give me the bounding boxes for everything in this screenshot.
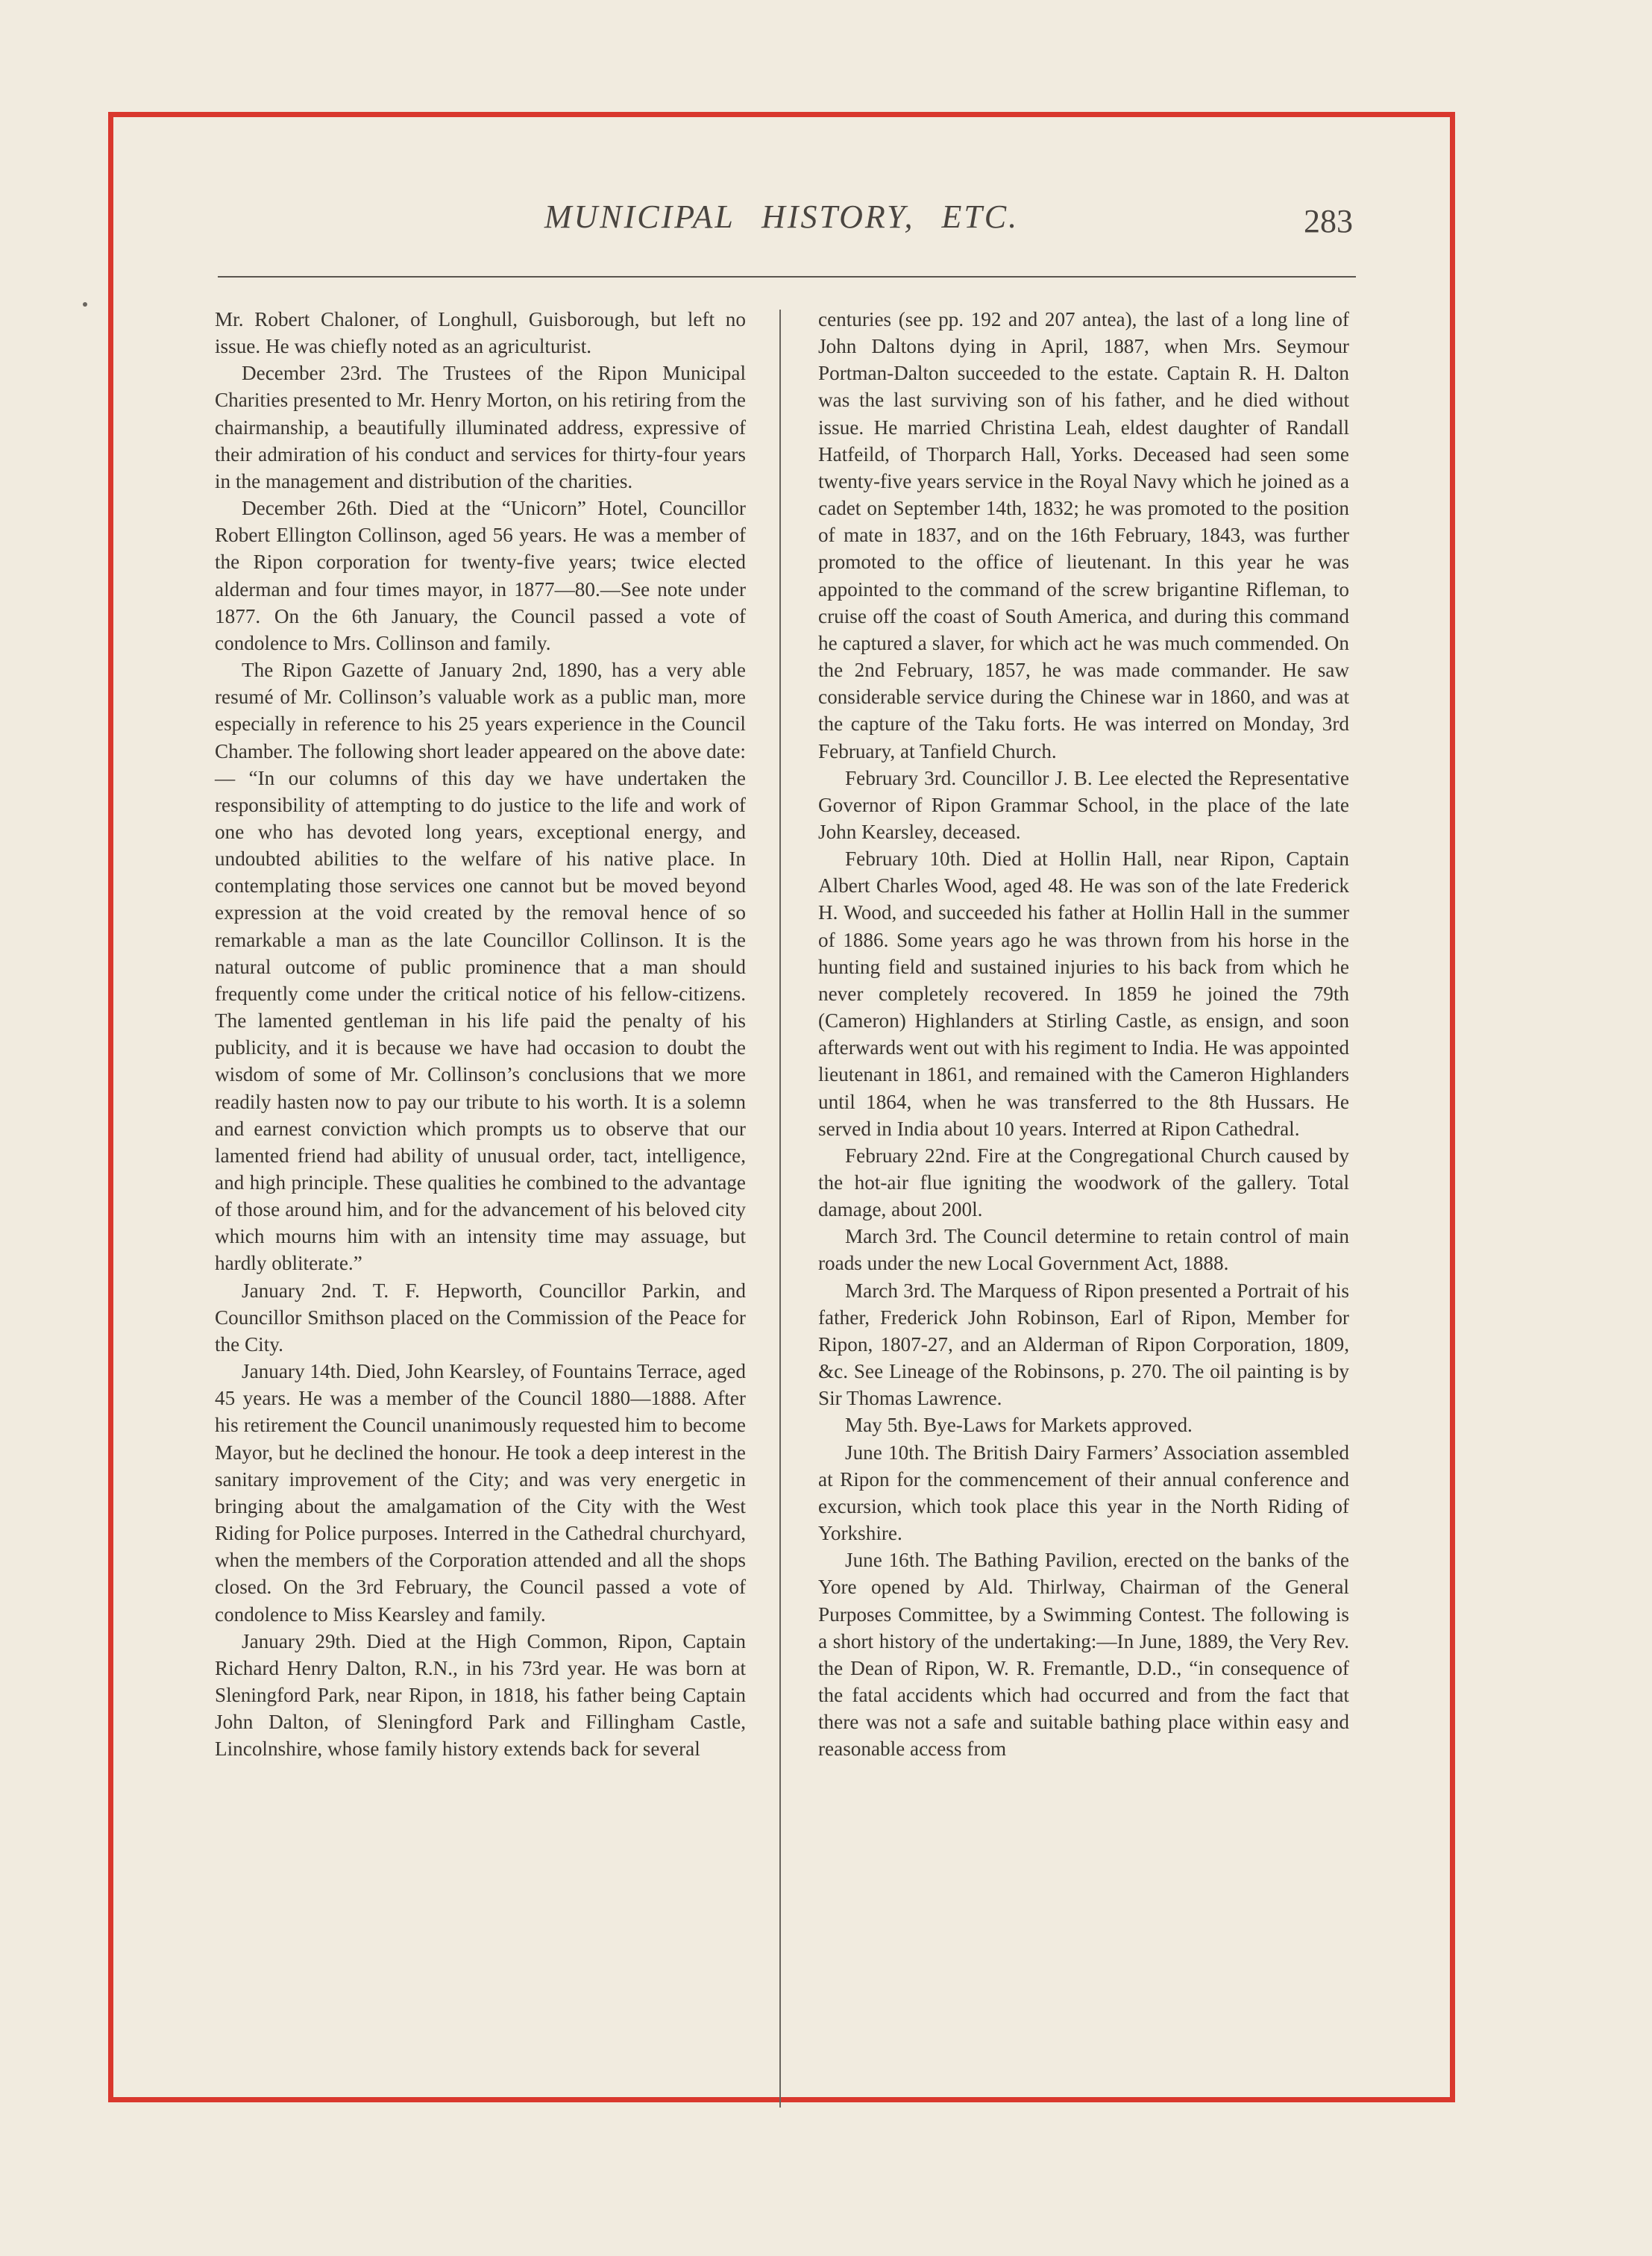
paragraph: January 29th. Died at the High Common, Ripon, Captain Richard Henry Dalton, R.N., in his 73rd year. He was born at Sleningford Park, near Ripon, in 1818, his father being Captain John Dalton, of Sleningford Park and Fillingham Castle, Lincolnshire, whose family history extends back for several	[215, 1629, 746, 1761]
left-column	[215, 306, 746, 1762]
paragraph: February 22nd. Fire at the Congregational Church caused by the hot-air flue igniting the woodwork of the gallery. Total damage, about 200l.	[818, 1144, 1349, 1221]
page-number: 283	[1304, 203, 1353, 239]
right-column	[818, 306, 1349, 1762]
paragraph: March 3rd. The Council determine to retain control of main roads under the new Local Government Act, 1888.	[818, 1225, 1349, 1275]
header-rule	[218, 276, 1356, 278]
paragraph: June 16th. The Bathing Pavilion, erected on the banks of the Yore opened by Ald. Thirlway, Chairman of the General Purposes Committee, by a Swimming Contest. The following is a short history of the undertaking:—In June, 1889, the Very Rev. the Dean of Ripon, W. R. Fremantle, D.D., “in consequence of the fatal accidents which had occurred and from the fact that there was not a safe and suitable bathing place within easy and reasonable access from	[818, 1549, 1349, 1761]
paragraph: The Ripon Gazette of January 2nd, 1890, has a very able resumé of Mr. Collinson’s valuable work as a public man, more especially in reference to his 25 years experience in the Council Chamber. The following short leader appeared on the above date:— “In our columns of this day we have undertaken the responsibility of attempting to do justice to the life and work of one who has devoted long years, exceptional energy, and undoubted abilities to the welfare of his native place. In contemplating those services one cannot but be moved beyond expression at the void created by the removal hence of so remarkable a man as the late Councillor Collinson. It is the natural outcome of public prominence that a man should frequently come under the critical notice of his fellow-citizens. The lamented gentleman in his life paid the penalty of his publicity, and it is because we have had occasion to doubt the wisdom of some of Mr. Collinson’s conclusions that we more readily hasten now to pay our tribute to his worth. It is a solemn and earnest conviction which prompts us to observe that our lamented friend had ability of unusual order, tact, intelligence, and high principle. These qualities he combined to the advantage of those around him, and for the advancement of his beloved city which mourns him with an intensity time may assuage, but hardly obliterate.”	[215, 659, 746, 1275]
paragraph: centuries (see pp. 192 and 207 antea), the last of a long line of John Daltons dying in April, 1887, when Mrs. Seymour Portman-Dalton succeeded to the estate. Captain R. H. Dalton was the last surviving son of his father, and he died without issue. He married Christina Leah, eldest daughter of Randall Hatfeild, of Thorparch Hall, Yorks. Deceased had seen some twenty-five years service in the Royal Navy which he joined as a cadet on September 14th, 1832; he was promoted to the position of mate in 1837, and on the 16th February, 1843, was further promoted to the office of lieutenant. In this year he was appointed to the command of the screw brigantine Rifleman, to cruise off the coast of South America, and during this command he captured a slaver, for which act he was much commended. On the 2nd February, 1857, he was made commander. He saw considerable service during the Chinese war in 1860, and was at the capture of the Taku forts. He was interred on Monday, 3rd February, at Tanfield Church.	[818, 308, 1349, 762]
paragraph: Mr. Robert Chaloner, of Longhull, Guisborough, but left no issue. He was chiefly noted as an agriculturist.	[215, 308, 746, 358]
running-head: MUNICIPAL HISTORY, ETC.	[544, 198, 1020, 235]
paragraph: February 10th. Died at Hollin Hall, near Ripon, Captain Albert Charles Wood, aged 48. He was son of the late Frederick H. Wood, and succeeded his father at Hollin Hall in the summer of 1886. Some years ago he was thrown from his horse in the hunting field and sustained injuries to his back from which he never completely recovered. In 1859 he joined the 79th (Cameron) Highlanders at Stirling Castle, as ensign, and soon afterwards went out with his regiment to India. He was appointed lieutenant in 1861, and remained with the Cameron Highlanders until 1864, when he was transferred to the 8th Hussars. He served in India about 10 years. Interred at Ripon Cathedral.	[818, 847, 1349, 1140]
column-divider	[779, 310, 781, 2108]
paragraph: January 14th. Died, John Kearsley, of Fountains Terrace, aged 45 years. He was a member of the Council 1880—1888. After his retirement the Council unanimously requested him to become Mayor, but he declined the honour. He took a deep interest in the sanitary improvement of the City; and was very energetic in bringing about the amalgamation of the City with the West Riding for Police purposes. Interred in the Cathedral churchyard, when the members of the Corporation attended and all the shops closed. On the 3rd February, the Council passed a vote of condolence to Miss Kearsley and family.	[215, 1360, 746, 1626]
paragraph: March 3rd. The Marquess of Ripon presented a Portrait of his father, Frederick John Robinson, Earl of Ripon, Member for Ripon, 1807-27, and an Alderman of Ripon Corporation, 1809, &c. See Lineage of the Robinsons, p. 270. The oil painting is by Sir Thomas Lawrence.	[818, 1279, 1349, 1410]
margin-mark	[83, 302, 87, 307]
paragraph: February 3rd. Councillor J. B. Lee elected the Representative Governor of Ripon Grammar School, in the place of the late John Kearsley, deceased.	[818, 766, 1349, 843]
paragraph: January 2nd. T. F. Hepworth, Councillor Parkin, and Councillor Smithson placed on the Commission of the Peace for the City.	[215, 1279, 746, 1356]
paragraph: May 5th. Bye-Laws for Markets approved.	[845, 1414, 1193, 1437]
paragraph: December 26th. Died at the “Unicorn” Hotel, Councillor Robert Ellington Collinson, aged 56 years. He was a member of the Ripon corporation for twenty-five years; twice elected alderman and four times mayor, in 1877—80.—See note under 1877. On the 6th January, the Council passed a vote of condolence to Mrs. Collinson and family.	[215, 497, 746, 654]
paragraph: June 10th. The British Dairy Farmers’ Association assembled at Ripon for the commencement of their annual conference and excursion, which took place this year in the North Riding of Yorkshire.	[818, 1441, 1349, 1545]
page-border	[108, 112, 1455, 2102]
paragraph: December 23rd. The Trustees of the Ripon Municipal Charities presented to Mr. Henry Morton, on his retiring from the chairmanship, a beautifully illuminated address, expressive of their admiration of his conduct and services for thirty-four years in the management and distribution of the charities.	[215, 362, 746, 492]
